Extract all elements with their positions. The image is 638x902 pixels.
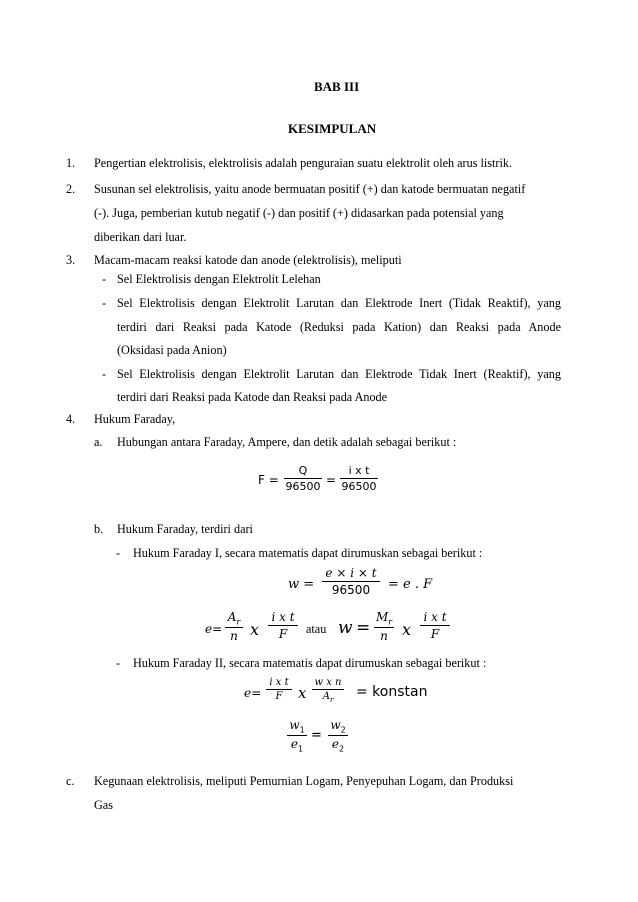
denominator: 96500 [285,480,321,493]
numerator: i x t [269,677,289,688]
sub-item: Sel Elektrolisis dengan Elektrolit Larutan dan Elektrode Tidak Inert (Reaktif), yang [117,367,561,381]
fraction-bar [312,689,344,690]
denominator: 96500 [341,480,377,493]
fraction-bar [374,627,394,628]
fraction [312,677,344,704]
multiply-x: x [298,684,307,702]
numerator: $A_r$ [227,610,241,627]
bullet-dash: - [102,367,107,381]
chapter-label: BAB III [314,79,360,94]
formula-rhs: = e . F [388,577,433,592]
equals-sign: = [356,618,371,638]
sub-sub-item: Hukum Faraday II, secara matematis dapat dirumuskan sebagai berikut : [133,656,487,670]
denominator: $A_r$ [322,691,334,704]
sub-letter: c. [66,774,75,788]
denominator: F [430,627,440,641]
formula-lhs: e= [244,686,262,700]
fraction [284,464,322,493]
sub-sub-item: Hukum Faraday I, secara matematis dapat dirumuskan sebagai berikut : [133,546,483,560]
formula-lhs: F = [258,473,279,487]
list-number: 1. [66,156,76,170]
list-number: 4. [66,412,76,426]
numerator: i x t [348,464,370,477]
fraction [340,464,378,493]
numerator: w x n [314,677,342,688]
multiply-x: x [250,620,260,639]
numerator: $w_1$ [289,718,305,735]
sub-item: Hubungan antara Faraday, Ampere, dan detik adalah sebagai berikut : [117,435,457,449]
denominator: n [230,629,238,644]
formula-lhs: w [338,618,353,638]
fraction-bar [268,625,298,626]
fraction-bar [328,735,348,736]
list-item: Macam-macam reaksi katode dan anode (elektrolisis), meliputi [94,253,402,267]
fraction-bar [322,581,380,582]
fraction [322,566,380,597]
sub-item-continuation: (Oksidasi pada Anion) [117,343,227,357]
list-item: Pengertian elektrolisis, elektrolisis adalah penguraian suatu elektrolit oleh arus listrik. [94,156,512,170]
fraction-bar [340,478,378,479]
fraction [287,718,307,754]
list-item: Hukum Faraday, [94,412,176,426]
equals-sign: = [311,728,322,743]
formula-rhs: = konstan [356,684,428,700]
atau-text: atau [306,622,327,636]
numerator: i x t [271,610,295,624]
fraction [225,610,243,643]
list-item: Kegunaan elektrolisis, meliputi Pemurnian Logam, Penyepuhan Logam, dan Produksi [94,774,514,788]
sub-item: Sel Elektrolisis dengan Elektrolit Larutan dan Elektrode Inert (Tidak Reaktif), yang [117,296,561,310]
fraction [374,610,394,643]
list-item-continuation: Gas [94,798,113,812]
sub-item: Hukum Faraday, terdiri dari [117,522,253,536]
list-item: Susunan sel elektrolisis, yaitu anode bermuatan positif (+) dan katode bermuatan negatif [94,182,526,196]
fraction [268,610,298,641]
denominator: 96500 [331,583,371,597]
numerator: i x t [423,610,447,624]
bullet-dash: - [116,546,121,560]
fraction [266,677,292,702]
sub-letter: a. [94,435,103,449]
numerator: Q [298,464,308,477]
denominator: $e_2$ [331,737,345,754]
fraction [328,718,348,754]
multiply-x: x [402,620,412,639]
formula-lhs: e= [205,622,223,636]
equals-sign: = [326,473,337,487]
bullet-dash: - [102,272,107,286]
denominator: $e_1$ [290,737,304,754]
denominator: n [380,629,388,644]
list-item-continuation: diberikan dari luar. [94,230,187,244]
sub-item-continuation: terdiri dari Reaksi pada Katode dan Reaksi pada Anode [117,390,388,404]
bullet-dash: - [102,296,107,310]
fraction-bar [420,625,450,626]
fraction [420,610,450,641]
sub-letter: b. [94,522,104,536]
formula-lhs: w = [288,577,315,592]
page-title: KESIMPULAN [288,121,377,136]
denominator: F [278,627,288,641]
fraction-bar [287,735,307,736]
denominator: F [275,691,283,702]
numerator: $M_r$ [375,610,393,627]
fraction-bar [266,689,292,690]
numerator: $w_2$ [330,718,346,735]
sub-item-continuation: terdiri dari Reaksi pada Katode (Reduksi pada Kation) dan Reaksi pada Anode [117,320,561,334]
fraction-bar [284,478,322,479]
list-item-continuation: (-). Juga, pemberian kutub negatif (-) dan positif (+) didasarkan pada potensial yang [94,206,504,220]
bullet-dash: - [116,656,121,670]
list-number: 3. [66,253,76,267]
numerator: e × i × t [325,566,377,580]
list-number: 2. [66,182,76,196]
fraction-bar [225,627,243,628]
sub-item: Sel Elektrolisis dengan Elektrolit Lelehan [117,272,321,286]
